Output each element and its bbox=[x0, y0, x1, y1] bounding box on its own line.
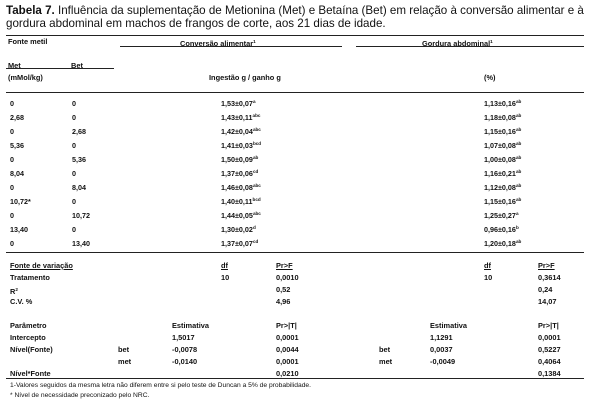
cell-conversao: 1,44±0,05$^{abc}$ bbox=[221, 211, 261, 220]
param-est: -0,0078 bbox=[172, 345, 198, 354]
header-rule-top bbox=[6, 35, 584, 36]
header-estimativa-2: Estimativa bbox=[430, 321, 467, 330]
param-label: Nível(Fonte) bbox=[10, 345, 53, 354]
cell-gordura: 1,18±0,08$^{ab}$ bbox=[484, 113, 522, 122]
table-rule-final bbox=[6, 378, 584, 379]
cell-bet: 0 bbox=[72, 99, 76, 108]
cell-met: 8,04 bbox=[10, 169, 24, 178]
cell-conversao: 1,37±0,06$^{cd}$ bbox=[221, 169, 259, 178]
param-label: Nível*Fonte bbox=[10, 369, 51, 378]
cell-gordura: 1,15±0,16$^{ab}$ bbox=[484, 127, 522, 136]
param-pr-2: 0,0001 bbox=[538, 333, 561, 342]
cell-conversao: 1,46±0,08$^{abc}$ bbox=[221, 183, 261, 192]
param-sub-2: met bbox=[379, 357, 393, 366]
cell-met: 5,36 bbox=[10, 141, 24, 150]
var-label: Tratamento bbox=[10, 273, 50, 282]
cell-gordura: 1,15±0,16$^{ab}$ bbox=[484, 197, 522, 206]
header-prf: Pr>F bbox=[276, 261, 293, 270]
table-caption: Influência da suplementação de Metionina (Met) e Betaína (Bet) em relação à conversão alimentar e à gordura abdominal em machos de frangos de corte, aos 21 dias de idade. bbox=[6, 4, 584, 30]
header-met: Met bbox=[8, 61, 21, 70]
cell-met: 2,68 bbox=[10, 113, 24, 122]
cell-conversao: 1,37±0,07$^{cd}$ bbox=[221, 239, 259, 248]
param-pr: 0,0001 bbox=[276, 333, 299, 342]
cell-bet: 0 bbox=[72, 169, 76, 178]
var-label: C.V. % bbox=[10, 297, 33, 306]
var-df-2: 10 bbox=[484, 273, 493, 282]
param-pr: 0,0210 bbox=[276, 369, 299, 378]
cell-gordura: 0,96±0,16$^b$ bbox=[484, 225, 519, 234]
cell-bet: 0 bbox=[72, 141, 76, 150]
param-est-2: -0,0049 bbox=[430, 357, 456, 366]
cell-conversao: 1,41±0,03$^{bcd}$ bbox=[221, 141, 262, 150]
cell-conversao: 1,40±0,11$^{bcd}$ bbox=[221, 197, 261, 206]
cell-gordura: 1,07±0,08$^{ab}$ bbox=[484, 141, 522, 150]
var-df: 10 bbox=[221, 273, 230, 282]
cell-gordura: 1,16±0,21$^{ab}$ bbox=[484, 169, 522, 178]
data-rule-bottom bbox=[6, 252, 584, 253]
cell-bet: 10,72 bbox=[72, 211, 90, 220]
cell-bet: 2,68 bbox=[72, 127, 86, 136]
param-label: Intercepto bbox=[10, 333, 46, 342]
footnote-1: 1-Valores seguidos da mesma letra não diferem entre si pelo teste de Duncan a 5% de probabilidade. bbox=[10, 382, 311, 389]
var-pr-2: 0,24 bbox=[538, 285, 553, 294]
header-df-2: df bbox=[484, 261, 491, 270]
header-fonte-metil: Fonte metil bbox=[8, 37, 48, 46]
header-bet: Bet bbox=[71, 61, 83, 70]
cell-gordura: 1,25±0,27$^a$ bbox=[484, 211, 519, 220]
param-est: 1,5017 bbox=[172, 333, 195, 342]
header-df: df bbox=[221, 261, 228, 270]
cell-bet: 0 bbox=[72, 113, 76, 122]
header-ingestao: Ingestão g / ganho g bbox=[209, 73, 281, 82]
header-prt: Pr>|T| bbox=[276, 321, 297, 330]
cell-gordura: 1,20±0,18$^{ab}$ bbox=[484, 239, 522, 248]
cell-bet: 13,40 bbox=[72, 239, 90, 248]
cell-conversao: 1,43±0,11$^{abc}$ bbox=[221, 113, 261, 122]
cell-bet: 5,36 bbox=[72, 155, 86, 164]
var-pr: 0,52 bbox=[276, 285, 291, 294]
var-pr-2: 0,3614 bbox=[538, 273, 561, 282]
header-prt-2: Pr>|T| bbox=[538, 321, 559, 330]
table-title bbox=[6, 4, 586, 30]
cell-bet: 8,04 bbox=[72, 183, 86, 192]
header-prf-2: Pr>F bbox=[538, 261, 555, 270]
cell-conversao: 1,50±0,09$^{ab}$ bbox=[221, 155, 259, 164]
cell-met: 0 bbox=[10, 155, 14, 164]
param-pr-2: 0,4064 bbox=[538, 357, 561, 366]
cell-conversao: 1,42±0,04$^{abc}$ bbox=[221, 127, 261, 136]
param-pr-2: 0,5227 bbox=[538, 345, 561, 354]
header-unit: (mMol/kg) bbox=[8, 73, 43, 82]
footnote-2: * Nível de necessidade preconizado pelo NRC. bbox=[10, 392, 150, 399]
cell-conversao: 1,30±0,02$^d$ bbox=[221, 225, 256, 234]
cell-gordura: 1,12±0,08$^{ab}$ bbox=[484, 183, 522, 192]
param-pr: 0,0001 bbox=[276, 357, 299, 366]
cell-gordura: 1,13±0,16$^{ab}$ bbox=[484, 99, 522, 108]
header-gordura: Gordura abdominal$^1$ bbox=[422, 39, 493, 48]
var-pr: 0,0010 bbox=[276, 273, 299, 282]
table-label: Tabela 7. bbox=[6, 4, 55, 17]
cell-bet: 0 bbox=[72, 225, 76, 234]
cell-gordura: 1,00±0,08$^{ab}$ bbox=[484, 155, 522, 164]
var-pr: 4,96 bbox=[276, 297, 291, 306]
header-conversao: Conversão alimentar$^1$ bbox=[180, 39, 256, 48]
cell-met: 13,40 bbox=[10, 225, 28, 234]
var-label: $R^2$ bbox=[10, 287, 18, 296]
cell-met: 0 bbox=[10, 183, 14, 192]
header-parametro: Parâmetro bbox=[10, 321, 47, 330]
met-bet-underline bbox=[6, 68, 114, 69]
param-sub: bet bbox=[118, 345, 130, 354]
param-est-2: 0,0037 bbox=[430, 345, 453, 354]
var-pr-2: 14,07 bbox=[538, 297, 557, 306]
cell-bet: 0 bbox=[72, 197, 76, 206]
header-rule-bottom bbox=[6, 92, 584, 93]
header-fonte-variacao: Fonte de variação bbox=[10, 261, 73, 270]
header-estimativa: Estimativa bbox=[172, 321, 209, 330]
cell-met: 0 bbox=[10, 211, 14, 220]
cell-met: 0 bbox=[10, 99, 14, 108]
param-pr-2: 0,1384 bbox=[538, 369, 561, 378]
param-est-2: 1,1291 bbox=[430, 333, 453, 342]
cell-met: 0 bbox=[10, 127, 14, 136]
cell-met: 0 bbox=[10, 239, 14, 248]
param-sub: met bbox=[118, 357, 132, 366]
cell-conversao: 1,53±0,07$^a$ bbox=[221, 99, 256, 108]
header-percent: (%) bbox=[484, 73, 496, 82]
param-sub-2: bet bbox=[379, 345, 391, 354]
param-pr: 0,0044 bbox=[276, 345, 299, 354]
param-est: -0,0140 bbox=[172, 357, 198, 366]
cell-met: 10,72* bbox=[10, 197, 31, 206]
